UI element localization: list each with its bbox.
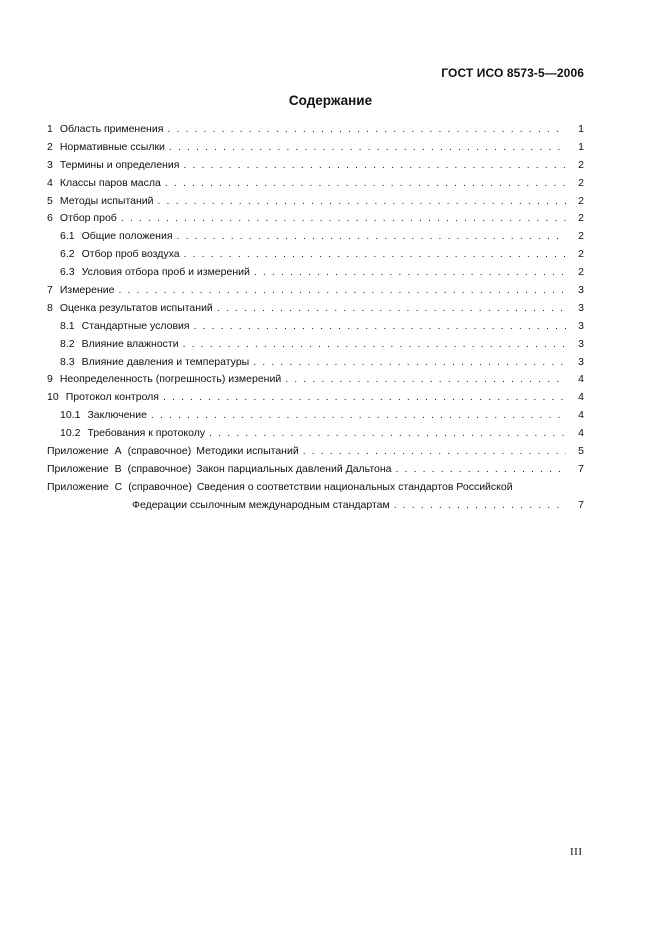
toc-subentry[interactable]: [47, 407, 584, 425]
toc-entry-page: 2: [566, 246, 584, 264]
toc-entry[interactable]: [47, 210, 584, 228]
appendix-text: Закон парциальных давлений Дальтона: [196, 462, 392, 475]
toc-entry-page: 2: [566, 157, 584, 175]
toc-entry[interactable]: [47, 282, 584, 300]
toc-entry-page: 4: [566, 425, 584, 443]
toc-entry-number: 5: [47, 194, 53, 207]
toc-entry-number: 7: [47, 284, 53, 297]
appendix-label: Приложение: [47, 445, 109, 458]
toc-entry-text: Неопределенность (погрешность) измерений: [59, 373, 282, 386]
toc-entry[interactable]: [47, 157, 584, 175]
toc-entry-text: Отбор проб: [59, 212, 117, 225]
toc-entry[interactable]: [47, 139, 584, 157]
toc-entry-text: Заключение: [87, 409, 147, 422]
toc-entry[interactable]: [47, 371, 584, 389]
toc-subentry[interactable]: [47, 228, 584, 246]
table-of-contents: [47, 121, 584, 515]
toc-entry-page: 3: [566, 300, 584, 318]
toc-appendix-a[interactable]: [47, 443, 584, 461]
appendix-letter: С: [114, 480, 123, 493]
toc-entry-number: 10.2: [60, 427, 81, 440]
toc-entry-page: 1: [566, 121, 584, 139]
toc-entry-number: 6.2: [60, 248, 75, 261]
toc-title: Содержание: [288, 93, 373, 108]
toc-entry-text: Влияние давления и температуры: [81, 355, 250, 368]
toc-entry[interactable]: [47, 175, 584, 193]
toc-appendix-c[interactable]: [47, 479, 584, 515]
toc-appendix-b[interactable]: [47, 461, 584, 479]
appendix-c-line2: [47, 497, 584, 515]
toc-entry-number: 8.3: [60, 355, 75, 368]
toc-entry-number: 3: [47, 158, 53, 171]
toc-entry-number: 2: [47, 140, 53, 153]
toc-subentry[interactable]: [47, 318, 584, 336]
appendix-label: Приложение: [47, 462, 109, 475]
toc-entry-number: 6: [47, 212, 53, 225]
toc-entry-page: 2: [566, 193, 584, 211]
toc-entry-number: 8.1: [60, 319, 75, 332]
toc-entry-text: Требования к протоколу: [87, 427, 206, 440]
toc-entry[interactable]: [47, 389, 584, 407]
toc-entry-text: Отбор проб воздуха: [81, 248, 180, 261]
toc-entry-page: 5: [566, 443, 584, 461]
appendix-letter: А: [114, 445, 122, 458]
toc-entry[interactable]: [47, 300, 584, 318]
appendix-kind: (справочное): [128, 480, 192, 493]
toc-entry-number: 6.1: [60, 230, 75, 243]
toc-entry-text: Оценка результатов испытаний: [59, 301, 213, 314]
appendix-label: Приложение: [47, 480, 109, 493]
toc-entry-page: 2: [566, 264, 584, 282]
toc-entry-page: 1: [566, 139, 584, 157]
toc-entry-page: 7: [566, 461, 584, 479]
toc-entry-text: Нормативные ссылки: [59, 140, 165, 153]
toc-entry-text: Общие положения: [81, 230, 173, 243]
toc-subentry[interactable]: [47, 425, 584, 443]
toc-entry-page: 7: [566, 497, 584, 515]
toc-entry-page: 4: [566, 389, 584, 407]
toc-entry-number: 8: [47, 301, 53, 314]
toc-entry-number: 10.1: [60, 409, 81, 422]
toc-entry-text: Протокол контроля: [65, 391, 159, 404]
toc-entry-page: 2: [566, 210, 584, 228]
toc-entry-number: 1: [47, 123, 53, 135]
appendix-c-line1: [47, 479, 584, 497]
toc-entry-number: 4: [47, 176, 53, 189]
toc-entry-page: 3: [566, 336, 584, 354]
toc-entry-number: 8.2: [60, 337, 75, 350]
appendix-text-continued: Федерации ссылочным международным стандартам: [132, 498, 390, 511]
toc-entry-page: 4: [566, 371, 584, 389]
toc-subentry[interactable]: [47, 354, 584, 372]
toc-entry-page: 3: [566, 282, 584, 300]
toc-subentry[interactable]: [47, 264, 584, 282]
toc-entry-text: Условия отбора проб и измерений: [81, 266, 250, 279]
appendix-text: Сведения о соответствии национальных стандартов Российской: [196, 480, 513, 493]
toc-entry-text: Классы паров масла: [59, 176, 161, 189]
toc-entry-page: 4: [566, 407, 584, 425]
toc-entry-page: 3: [566, 354, 584, 372]
toc-entry[interactable]: [47, 193, 584, 211]
toc-entry-number: 6.3: [60, 266, 75, 279]
toc-entry-text: Область применения: [59, 123, 164, 135]
toc-entry-page: 2: [566, 228, 584, 246]
toc-entry-text: Измерение: [59, 284, 115, 297]
appendix-kind: (справочное): [127, 462, 192, 475]
toc-entry-page: 3: [566, 318, 584, 336]
toc-entry-number: 10: [47, 391, 59, 404]
appendix-text: Методики испытаний: [196, 445, 299, 458]
page-number: III: [570, 846, 583, 858]
appendix-kind: (справочное): [127, 445, 192, 458]
toc-entry-page: 2: [566, 175, 584, 193]
toc-subentry[interactable]: [47, 336, 584, 354]
toc-entry-number: 9: [47, 373, 53, 386]
document-code: ГОСТ ИСО 8573-5—2006: [441, 66, 584, 80]
toc-entry[interactable]: [47, 121, 584, 139]
toc-entry-text: Стандартные условия: [81, 319, 190, 332]
toc-entry-text: Термины и определения: [59, 158, 180, 171]
toc-entry-text: Методы испытаний: [59, 194, 154, 207]
toc-subentry[interactable]: [47, 246, 584, 264]
toc-entry-text: Влияние влажности: [81, 337, 179, 350]
appendix-letter: В: [114, 462, 122, 475]
